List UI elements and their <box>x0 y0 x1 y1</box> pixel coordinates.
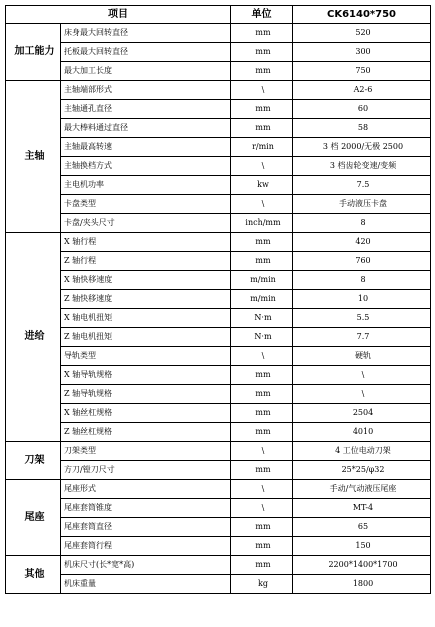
value-cell: 3 档 2000/无极 2500 <box>293 138 431 157</box>
unit-cell: mm <box>231 252 293 271</box>
value-cell: 520 <box>293 24 431 43</box>
value-cell: 7.5 <box>293 176 431 195</box>
item-cell: Z 轴快移速度 <box>61 290 231 309</box>
spec-table <box>5 5 431 594</box>
unit-cell: N·m <box>231 309 293 328</box>
item-cell: 尾座套筒锥度 <box>61 499 231 518</box>
table-row <box>6 309 431 328</box>
unit-cell: mm <box>231 43 293 62</box>
value-cell: 4 工位电动刀架 <box>293 442 431 461</box>
unit-cell: mm <box>231 537 293 556</box>
table-row <box>6 385 431 404</box>
item-cell: 机床重量 <box>61 575 231 594</box>
header-unit: 单位 <box>231 6 293 24</box>
item-cell: 最大加工长度 <box>61 62 231 81</box>
unit-cell: \ <box>231 195 293 214</box>
unit-cell: mm <box>231 518 293 537</box>
group-label: 尾座 <box>6 480 61 556</box>
group-label: 其他 <box>6 556 61 594</box>
header-model: CK6140*750 <box>293 6 431 24</box>
table-row <box>6 157 431 176</box>
value-cell: 硬轨 <box>293 347 431 366</box>
table-row <box>6 556 431 575</box>
value-cell: 2200*1400*1700 <box>293 556 431 575</box>
spec-sheet <box>5 5 430 594</box>
table-row <box>6 119 431 138</box>
spec-body <box>6 24 431 594</box>
item-cell: 尾座套筒直径 <box>61 518 231 537</box>
table-row <box>6 290 431 309</box>
value-cell: 65 <box>293 518 431 537</box>
unit-cell: \ <box>231 499 293 518</box>
value-cell: 300 <box>293 43 431 62</box>
value-cell: 150 <box>293 537 431 556</box>
table-row <box>6 518 431 537</box>
item-cell: X 轴快移速度 <box>61 271 231 290</box>
table-row <box>6 43 431 62</box>
value-cell: 4010 <box>293 423 431 442</box>
value-cell: 10 <box>293 290 431 309</box>
item-cell: Z 轴电机扭矩 <box>61 328 231 347</box>
value-cell: \ <box>293 385 431 404</box>
group-label: 刀架 <box>6 442 61 480</box>
table-row <box>6 499 431 518</box>
unit-cell: mm <box>231 404 293 423</box>
table-row <box>6 575 431 594</box>
item-cell: 刀架类型 <box>61 442 231 461</box>
unit-cell: mm <box>231 461 293 480</box>
unit-cell: inch/mm <box>231 214 293 233</box>
unit-cell: kw <box>231 176 293 195</box>
value-cell: 750 <box>293 62 431 81</box>
item-cell: 主电机功率 <box>61 176 231 195</box>
unit-cell: mm <box>231 423 293 442</box>
unit-cell: mm <box>231 556 293 575</box>
table-row <box>6 347 431 366</box>
value-cell: 60 <box>293 100 431 119</box>
table-row <box>6 138 431 157</box>
table-row <box>6 328 431 347</box>
unit-cell: r/min <box>231 138 293 157</box>
item-cell: X 轴电机扭矩 <box>61 309 231 328</box>
item-cell: 最大棒料通过直径 <box>61 119 231 138</box>
value-cell: 2504 <box>293 404 431 423</box>
header-row <box>6 6 431 24</box>
item-cell: Z 轴导轨规格 <box>61 385 231 404</box>
group-label: 进给 <box>6 233 61 442</box>
table-row <box>6 214 431 233</box>
table-row <box>6 62 431 81</box>
item-cell: 床身最大回转直径 <box>61 24 231 43</box>
table-row <box>6 100 431 119</box>
value-cell: 420 <box>293 233 431 252</box>
value-cell: \ <box>293 366 431 385</box>
table-row <box>6 195 431 214</box>
unit-cell: mm <box>231 119 293 138</box>
value-cell: 760 <box>293 252 431 271</box>
unit-cell: mm <box>231 366 293 385</box>
unit-cell: \ <box>231 480 293 499</box>
unit-cell: mm <box>231 233 293 252</box>
value-cell: 58 <box>293 119 431 138</box>
value-cell: 8 <box>293 271 431 290</box>
unit-cell: mm <box>231 62 293 81</box>
table-row <box>6 423 431 442</box>
item-cell: 卡盘类型 <box>61 195 231 214</box>
item-cell: 主轴换档方式 <box>61 157 231 176</box>
unit-cell: \ <box>231 347 293 366</box>
item-cell: 尾座套筒行程 <box>61 537 231 556</box>
item-cell: 托板最大回转直径 <box>61 43 231 62</box>
table-row <box>6 271 431 290</box>
unit-cell: \ <box>231 442 293 461</box>
value-cell: 3 档齿轮变速/变频 <box>293 157 431 176</box>
unit-cell: m/min <box>231 290 293 309</box>
item-cell: 导轨类型 <box>61 347 231 366</box>
value-cell: 手动/气动液压尾座 <box>293 480 431 499</box>
value-cell: 手动液压卡盘 <box>293 195 431 214</box>
unit-cell: mm <box>231 385 293 404</box>
unit-cell: mm <box>231 100 293 119</box>
group-label: 加工能力 <box>6 24 61 81</box>
unit-cell: \ <box>231 157 293 176</box>
table-row <box>6 537 431 556</box>
item-cell: 主轴端部形式 <box>61 81 231 100</box>
item-cell: X 轴丝杠规格 <box>61 404 231 423</box>
item-cell: 主轴通孔直径 <box>61 100 231 119</box>
table-row <box>6 252 431 271</box>
item-cell: 卡盘/夹头尺寸 <box>61 214 231 233</box>
table-row <box>6 461 431 480</box>
unit-cell: m/min <box>231 271 293 290</box>
item-cell: Z 轴丝杠规格 <box>61 423 231 442</box>
table-row <box>6 480 431 499</box>
item-cell: 尾座形式 <box>61 480 231 499</box>
unit-cell: mm <box>231 24 293 43</box>
unit-cell: N·m <box>231 328 293 347</box>
table-row <box>6 404 431 423</box>
table-row <box>6 24 431 43</box>
table-row <box>6 442 431 461</box>
table-row <box>6 81 431 100</box>
item-cell: Z 轴行程 <box>61 252 231 271</box>
value-cell: 1800 <box>293 575 431 594</box>
group-label: 主轴 <box>6 81 61 233</box>
item-cell: 方刀/镗刀尺寸 <box>61 461 231 480</box>
item-cell: X 轴导轨规格 <box>61 366 231 385</box>
table-row <box>6 176 431 195</box>
header-item: 项目 <box>6 6 231 24</box>
unit-cell: \ <box>231 81 293 100</box>
unit-cell: kg <box>231 575 293 594</box>
table-row <box>6 366 431 385</box>
value-cell: 8 <box>293 214 431 233</box>
item-cell: 主轴最高转速 <box>61 138 231 157</box>
value-cell: 7.7 <box>293 328 431 347</box>
value-cell: 5.5 <box>293 309 431 328</box>
value-cell: A2-6 <box>293 81 431 100</box>
value-cell: 25*25/φ32 <box>293 461 431 480</box>
value-cell: MT-4 <box>293 499 431 518</box>
item-cell: X 轴行程 <box>61 233 231 252</box>
table-row <box>6 233 431 252</box>
item-cell: 机床尺寸(长*宽*高) <box>61 556 231 575</box>
